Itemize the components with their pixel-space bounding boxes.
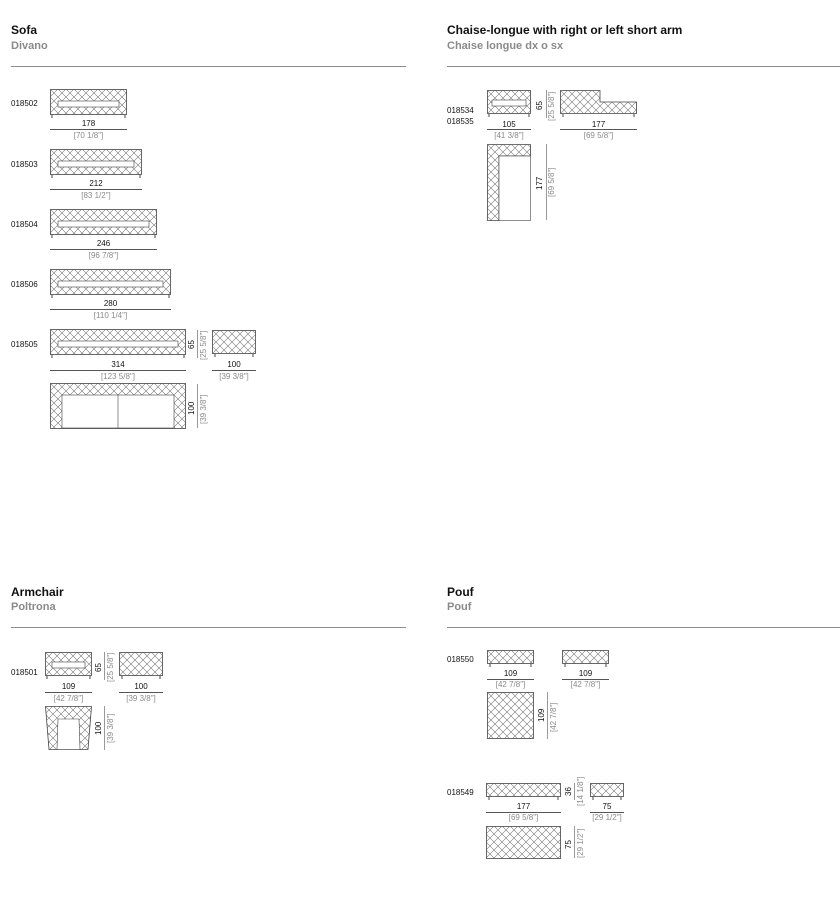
depth-line [574, 826, 575, 858]
pouf-front-drawing [487, 650, 534, 668]
sofa-front-drawing [50, 89, 127, 119]
height-inch: [25 5/8"] [106, 652, 115, 682]
side-depth-inch: [39 3/8"] [219, 372, 249, 381]
side-inch: [39 3/8"] [126, 694, 156, 703]
side-cm: 75 [602, 802, 612, 811]
depth-cm: 100 [94, 721, 103, 735]
chaise-rule [447, 66, 840, 67]
product-code: 018549 [447, 788, 474, 797]
dimension-line [487, 129, 531, 130]
pouf-rule [447, 627, 840, 628]
depth-inch: [39 3/8"] [106, 713, 115, 743]
pouf-plan-drawing [486, 826, 561, 859]
front-cm: 109 [503, 669, 518, 678]
width-inch: [110 1/4"] [93, 311, 128, 320]
dimension-line [212, 370, 256, 371]
side-cm: 109 [578, 669, 593, 678]
height-cm: 65 [187, 340, 196, 349]
chaise-title: Chaise-longue with right or left short arm [447, 23, 683, 37]
depth-line [547, 692, 548, 739]
product-code: 018502 [11, 99, 38, 108]
armchair-front-drawing [45, 652, 92, 680]
width-cm: 280 [103, 299, 118, 308]
sofa-plan-drawing [50, 383, 186, 429]
front-inch: [42 7/8"] [495, 680, 526, 689]
width-cm: 178 [81, 119, 96, 128]
side-cm: 177 [591, 120, 606, 129]
height-line [197, 330, 198, 358]
width-inch: [96 7/8"] [88, 251, 119, 260]
product-code: 018535 [447, 117, 474, 126]
product-code: 018534 [447, 106, 474, 115]
depth-inch: [69 5/8"] [547, 167, 556, 197]
pouf-plan-drawing [487, 692, 534, 739]
width-inch: [123 5/8"] [101, 372, 135, 381]
depth-cm: 100 [187, 401, 196, 415]
depth-inch: [29 1/2"] [576, 828, 585, 858]
depth-line [104, 706, 105, 750]
product-code: 018503 [11, 160, 38, 169]
chaise-front-drawing [487, 90, 531, 118]
depth-inch: [39 3/8"] [199, 394, 208, 424]
pouf-subtitle: Pouf [447, 601, 472, 613]
pouf-side-drawing [562, 650, 609, 668]
sofa-front-drawing [50, 269, 171, 299]
front-inch: [42 7/8"] [53, 694, 84, 703]
side-inch: [42 7/8"] [570, 680, 601, 689]
width-cm: 212 [89, 179, 103, 188]
armchair-subtitle: Poltrona [11, 601, 56, 613]
product-code: 018506 [11, 280, 38, 289]
depth-cm: 109 [537, 708, 546, 722]
product-code: 018550 [447, 655, 474, 664]
side-inch: [69 5/8"] [583, 131, 614, 140]
dimension-line [560, 129, 637, 130]
depth-cm: 177 [535, 176, 544, 190]
dimension-line [50, 189, 142, 190]
pouf-side-drawing [590, 783, 624, 801]
pouf-title: Pouf [447, 585, 474, 599]
dimension-line [50, 129, 127, 130]
depth-line [197, 384, 198, 428]
width-inch: [70 1/8"] [73, 131, 104, 140]
chaise-subtitle: Chaise longue dx o sx [447, 40, 564, 52]
sofa-front-drawing [50, 329, 186, 359]
front-inch: [41 3/8"] [494, 131, 524, 140]
sofa-front-drawing [50, 209, 157, 239]
sofa-front-drawing [50, 149, 142, 179]
height-cm: 36 [564, 787, 573, 796]
armchair-side-drawing [119, 652, 163, 680]
side-inch: [29 1/2"] [592, 813, 622, 822]
front-cm: 105 [502, 120, 516, 129]
front-cm: 177 [516, 802, 531, 811]
depth-cm: 75 [564, 840, 573, 849]
front-cm: 109 [61, 682, 76, 691]
height-line [104, 652, 105, 680]
dimension-line [45, 692, 92, 693]
sofa-side-drawing [212, 330, 256, 358]
dimension-line [50, 249, 157, 250]
width-cm: 246 [96, 239, 111, 248]
dimension-line [50, 370, 186, 371]
dimension-line [119, 692, 163, 693]
armchair-rule [11, 627, 406, 628]
chaise-plan-drawing [487, 144, 531, 221]
product-code: 018505 [11, 340, 38, 349]
width-cm: 314 [111, 360, 125, 369]
front-inch: [69 5/8"] [508, 813, 539, 822]
height-cm: 65 [535, 101, 544, 110]
sofa-rule [11, 66, 406, 67]
height-inch: [25 5/8"] [547, 91, 556, 121]
side-cm: 100 [134, 682, 148, 691]
dimension-line [50, 309, 171, 310]
width-inch: [83 1/2"] [81, 191, 111, 200]
armchair-plan-drawing [45, 706, 92, 750]
pouf-front-drawing [486, 783, 561, 801]
armchair-title: Armchair [11, 585, 64, 599]
product-code: 018504 [11, 220, 38, 229]
side-depth-cm: 100 [227, 360, 241, 369]
height-line [574, 783, 575, 800]
height-inch: [25 5/8"] [199, 330, 208, 360]
chaise-side-drawing [560, 90, 637, 118]
depth-inch: [42 7/8"] [549, 702, 558, 732]
height-cm: 65 [94, 663, 103, 672]
height-inch: [14 1/8"] [576, 776, 585, 806]
product-code: 018501 [11, 668, 38, 677]
sofa-subtitle: Divano [11, 40, 48, 52]
sofa-title: Sofa [11, 23, 38, 37]
